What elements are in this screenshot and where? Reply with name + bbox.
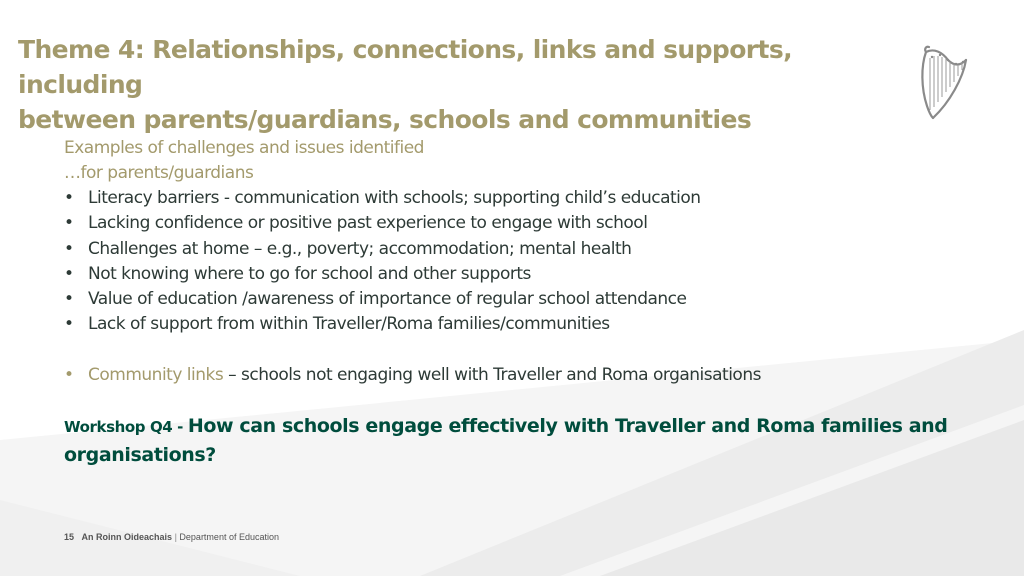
bullet-icon: • <box>64 263 74 284</box>
list-item-text: Challenges at home – e.g., poverty; accommodation; mental health <box>88 238 632 259</box>
bullet-icon: • <box>64 364 74 385</box>
workshop-prefix: Workshop Q4 - <box>64 417 188 436</box>
org-name-english: Department of Education <box>179 532 279 542</box>
page-number: 15 <box>64 532 75 542</box>
list-item-text: Not knowing where to go for school and other supports <box>88 263 531 284</box>
list-item-text: Lack of support from within Traveller/Roma families/communities <box>88 314 610 335</box>
subtitle-line-1: Examples of challenges and issues identified <box>64 138 424 158</box>
community-links-item <box>64 363 964 388</box>
title-line-1: Theme 4: Relationships, connections, links and supports, including <box>18 35 793 99</box>
list-item-text: Lacking confidence or positive past experience to engage with school <box>88 213 648 234</box>
bullet-icon: • <box>64 188 74 208</box>
slide-body <box>64 136 964 469</box>
list-item <box>64 237 964 262</box>
list-item <box>64 186 964 211</box>
list-item <box>64 262 964 287</box>
list-item <box>64 287 964 312</box>
list-item <box>64 211 964 236</box>
harp-icon <box>916 44 970 122</box>
slide-title <box>18 32 898 137</box>
bullet-icon: • <box>64 238 74 259</box>
workshop-question-text: How can schools engage effectively with Traveller and Roma families and organisations? <box>64 414 948 466</box>
bullet-icon: • <box>64 314 74 335</box>
list-item-text: Literacy barriers - communication with schools; supporting child’s education <box>88 188 701 208</box>
community-links-text: – schools not engaging well with Traveller and Roma organisations <box>223 364 761 385</box>
bullet-icon: • <box>64 289 74 310</box>
bullet-icon: • <box>64 213 74 234</box>
title-line-2: between parents/guardians, schools and communities <box>18 105 752 134</box>
list-item-text: Value of education /awareness of importance of regular school attendance <box>88 289 687 310</box>
challenges-list <box>64 186 964 338</box>
workshop-question <box>64 412 964 469</box>
subtitle-line-2: …for parents/guardians <box>64 163 254 183</box>
slide-footer <box>64 532 279 542</box>
community-links-label: Community links <box>88 364 224 385</box>
org-name-irish: An Roinn Oideachais <box>81 532 173 542</box>
footer-separator: | <box>174 532 177 542</box>
list-item <box>64 312 964 337</box>
